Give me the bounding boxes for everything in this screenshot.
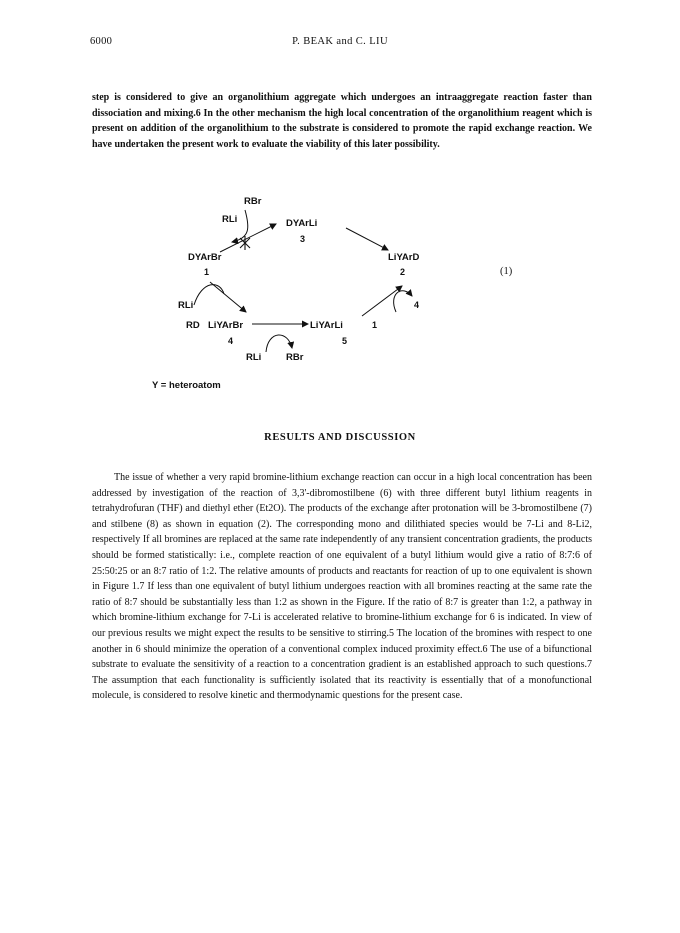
scheme-rli-bottom: RLi <box>246 352 262 363</box>
scheme-rbr-top: RBr <box>244 196 262 207</box>
scheme-liyard: LiYArD <box>388 252 420 263</box>
intro-paragraph <box>92 90 592 152</box>
scheme-num-3: 3 <box>300 234 306 244</box>
scheme-footnote: Y = heteroatom <box>152 380 221 391</box>
page-number: 6000 <box>90 36 113 47</box>
scheme-num-1: 1 <box>204 267 210 277</box>
scheme-num-4-right: 4 <box>414 300 420 310</box>
scheme-rli-top: RLi <box>222 214 238 225</box>
arrow-to-liyarbr <box>210 282 246 312</box>
scheme-num-2: 2 <box>400 267 406 277</box>
scheme-dyarli: DYArLi <box>286 218 318 229</box>
scheme-num-1-right: 1 <box>372 320 378 330</box>
curved-arrow-left <box>194 285 224 305</box>
scheme-num-4: 4 <box>228 336 234 346</box>
arrow-to-liyard <box>346 228 388 250</box>
scheme-num-5: 5 <box>342 336 348 346</box>
scheme-liyarbr: LiYArBr <box>208 320 244 331</box>
scheme-rbr-bottom: RBr <box>286 352 304 363</box>
scheme-dyarbr: DYArBr <box>188 252 222 263</box>
results-paragraph <box>92 470 592 704</box>
scheme-rd: RD <box>186 320 200 331</box>
running-authors: P. BEAK and C. LIU <box>292 36 388 47</box>
scheme-rli-left: RLi <box>178 300 194 311</box>
section-heading: RESULTS AND DISCUSSION <box>264 432 416 443</box>
curved-arrow-bottom <box>266 335 292 352</box>
reaction-scheme <box>150 190 590 400</box>
results-paragraph-text: The issue of whether a very rapid bromine-lithium exchange reaction can occur in a high local concentration has been addressed by investigation of the reaction of 3,3'-dibromostilbene (6) with three different butyl lithium reagents in tetrahydrofuran (THF) and diethyl ether (Et2O). The products of the exchange after protonation will be 3-bromostilbene (7) and stilbene (8) as shown in equation (2). The corresponding mono and dilithiated species would be 7-Li and 8-Li2, respectively If all bromines are replaced at the same rate independently of any transient concentration gradients, the products should be formed statistically: i.e., complete reaction of one equivalent of a butyl lithium would give a ratio of 8:7:6 of 25:50:25 or an 8:7 ratio of 1:2. The relative amounts of products and reactants for reaction of up to one equivalent is shown in Figure 1.7 If less than one equivalent of butyl lithium undergoes reaction with all bromines reacting at the same rate the ratio of 8:7 should be substantially less than 1:2 as shown in the Figure. If the ratio of 8:7 is greater than 1:2, a pathway in which bromine-lithium exchange for 7-Li is accelerated relative to bromine-lithium exchange for 6 is indicated. In view of our previous results we might expect the results to be sensitive to stirring.5 The location of the bromines with respect to one another in 6 should minimize the operation of a conventional complex induced proximity effect.6 The use of a bifunctional substrate to evaluate the sensitivity of a reaction to a concentration gradient is an established approach to such questions.7 The assumption that each functionality is sufficiently isolated that its reactivity is essentially that of a monofunctional molecule, is considered to resolve kinetic and thermodynamic questions for the present case. <box>92 472 592 702</box>
curved-arrow-right <box>394 291 412 312</box>
scheme-liyarli: LiYArLi <box>310 320 343 331</box>
intro-paragraph-text: step is considered to give an organolithium aggregate which undergoes an intraaggregate reaction faster than dissociation and mixing.6 In the other mechanism the high local concentration of the organolithium reagent which is present on addition of the organolithium to the substrate is considered to promote the rapid exchange reaction. We have undertaken the present work to evaluate the viability of this later possibility. <box>92 92 592 150</box>
equation-number: (1) <box>500 266 513 277</box>
